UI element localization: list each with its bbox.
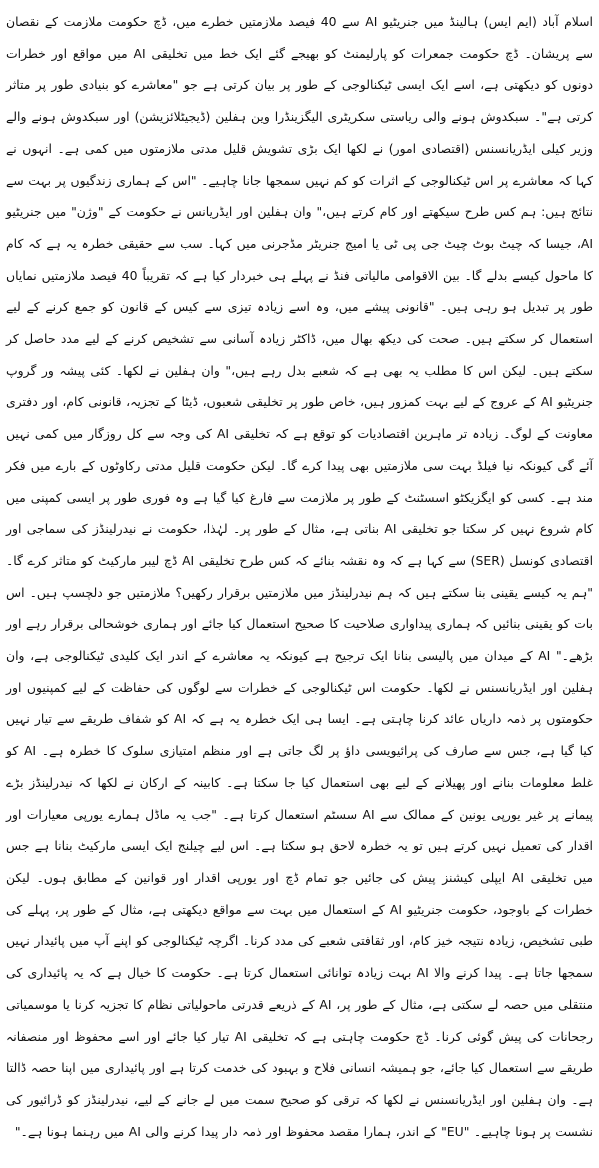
article-body: اسلام آباد (ایم ایس) ہالینڈ میں جنریٹیو AI سے 40 فیصد ملازمتیں خطرے میں، ڈچ حکومت ملازمت کے نقصان سے پریشان۔ ڈچ حکومت جمعرات کو پارلیمنٹ کو بھیجے گئے ایک خط میں تخلیقی AI میں مواقع اور خطرات دونوں کو دیکھتی ہے، اسے ایک ایسی ٹیکنالوجی کے طور پر بیان کرتی ہے جو "معاشرے کو بنیادی طور پر متاثر کرتی ہے"۔ سبکدوش ہونے والی ریاستی سکریٹری الیگزینڈرا وین ہفلین (ڈیجیٹلائزیشن) اور سبکدوش ہونے والے وزیر کیلی ایڈریانسنس (اقتصادی امور) نے لکھا ایک بڑی تشویش قلیل مدتی ملازمتوں میں کمی ہے۔ انہوں نے کہا کہ معاشرے پر اس ٹیکنالوجی کے اثرات کو کم نہیں سمجھا جانا چاہیے۔ "اس کے ہماری زندگیوں پر بہت سے نتائج ہیں: ہم کس طرح سیکھتے اور کام کرتے ہیں،" وان ہفلین اور ایڈریانس نے حکومت کے "وژن" میں جنریٹیو AI، جیسا کہ چیٹ بوٹ چیٹ جی پی ٹی یا امیج جنریٹر مڈجرنی میں کہا۔ سب سے حقیقی خطرہ یہ ہے کہ کام کا ماحول کیسے بدلے گا۔ بین الاقوامی مالیاتی فنڈ نے پہلے ہی خبردار کیا ہے کہ تقریباً 40 فیصد ملازمتیں نمایاں طور پر تبدیل ہو رہی ہیں۔ "قانونی پیشے میں، وہ اسے زیادہ تیزی سے کیس کے قانون کو جمع کرنے کے لیے استعمال کر سکتے ہیں۔ صحت کی دیکھ بھال میں، ڈاکٹر زیادہ آسانی سے تشخیص کرنے کے لیے مدد حاصل کر سکتے ہیں۔ لیکن اس کا مطلب یہ بھی ہے کہ شعبے بدل رہے ہیں،" وان ہفلین نے لکھا۔ کئی پیشہ ور گروپ جنریٹیو AI کے عروج کے لیے بہت کمزور ہیں، خاص طور پر تخلیقی شعبوں، ڈیٹا کے تجزیہ، قانونی کام، اور دفتری معاونت کے لوگ۔ زیادہ تر ماہرین اقتصادیات کو توقع ہے کہ تخلیقی AI کی وجہ سے کل روزگار میں کمی نہیں آئے گی کیونکہ نیا فیلڈ بہت سی ملازمتیں بھی پیدا کرے گا۔ لیکن حکومت قلیل مدتی رکاوٹوں کے بارے میں فکر مند ہے۔ کسی کو ایگزیکٹو اسسٹنٹ کے طور پر ملازمت سے فارغ کیا گیا ہے وہ فوری طور پر ایسی کمپنی میں کام شروع نہیں کر سکتا جو تخلیقی AI بناتی ہے، مثال کے طور پر۔ لہٰذا، حکومت نے نیدرلینڈز کی سماجی اور اقتصادی کونسل (SER) سے کہا ہے کہ وہ نقشہ بنائے کہ کس طرح تخلیقی AI ڈچ لیبر مارکیٹ کو متاثر کرے گا۔ "ہم یہ کیسے یقینی بنا سکتے ہیں کہ ہم نیدرلینڈز میں ملازمتیں برقرار رکھیں؟ ملازمتیں جو دلچسپ ہیں۔ اس بات کو یقینی بنائیں کہ ہماری پیداواری صلاحیت کا صحیح استعمال کیا جائے اور ہماری خوشحالی برقرار رہے اور بڑھے۔" AI کے میدان میں پالیسی بنانا ایک ترجیح ہے کیونکہ یہ معاشرے کے اندر ایک کلیدی ٹیکنالوجی ہے، وان ہفلین اور ایڈریانسنس نے لکھا۔ حکومت اس ٹیکنالوجی کے خطرات سے لوگوں کی حفاظت کے لیے کمپنیوں اور حکومتوں پر ذمہ داریاں عائد کرنا چاہتی ہے۔ ایسا ہی ایک خطرہ یہ ہے کہ AI کو شفاف طریقے سے تیار نہیں کیا گیا ہے، جس سے صارف کی پرائیویسی داؤ پر لگ جاتی ہے اور منظم امتیازی سلوک کا خطرہ ہے۔ AI کو غلط معلومات بنانے اور پھیلانے کے لیے بھی استعمال کیا جا سکتا ہے۔ کابینہ کے ارکان نے لکھا کہ نیدرلینڈز بڑے پیمانے پر غیر یورپی یونین کے ممالک سے AI سسٹم استعمال کرتا ہے۔ "جب یہ ماڈل ہمارے یورپی معیارات اور اقدار کی تعمیل نہیں کرتے ہیں تو یہ خطرہ لاحق ہو سکتا ہے۔ اس لیے چیلنج ایک ایسی مارکیٹ بنانا ہے جس میں تخلیقی AI ایپلی کیشنز پیش کی جائیں جو تمام ڈچ اور یورپی اقدار اور قوانین کے مطابق ہوں۔ لیکن خطرات کے باوجود، حکومت جنریٹیو AI کے استعمال میں بہت سے مواقع دیکھتی ہے، مثال کے طور پر، پہلے کی طبی تشخیص، زیادہ نتیجہ خیز کام، اور ثقافتی شعبے کی مدد کرنا۔ اگرچہ ٹیکنالوجی کو اپنے آپ میں پائیدار نہیں سمجھا جاتا ہے۔ پیدا کرنے والا AI بہت زیادہ توانائی استعمال کرتا ہے۔ حکومت کا خیال ہے کہ یہ پائیداری کی منتقلی میں حصہ لے سکتی ہے، مثال کے طور پر، AI کے ذریعے قدرتی ماحولیاتی نظام کا تجزیہ کرنا یا موسمیاتی رجحانات کی پیش گوئی کرنا۔ ڈچ حکومت چاہتی ہے کہ تخلیقی AI تیار کیا جائے اور اسے محفوظ اور منصفانہ طریقے سے استعمال کیا جائے، جو ہمیشہ انسانی فلاح و بہبود کی خدمت کرتا ہے اور پائیداری میں اپنا حصہ ڈالتا ہے۔ وان ہفلین اور ایڈریانسنس نے لکھا کہ ترقی کو صحیح سمت میں لے جانے کے لیے، نیدرلینڈز کو ڈرائیور کی نشست پر ہونا چاہیے۔ "EU" کے اندر، ہمارا مقصد محفوظ اور ذمہ دار پیدا کرنے والی AI میں رہنما ہونا ہے۔" bbox=[6, 14, 594, 1139]
